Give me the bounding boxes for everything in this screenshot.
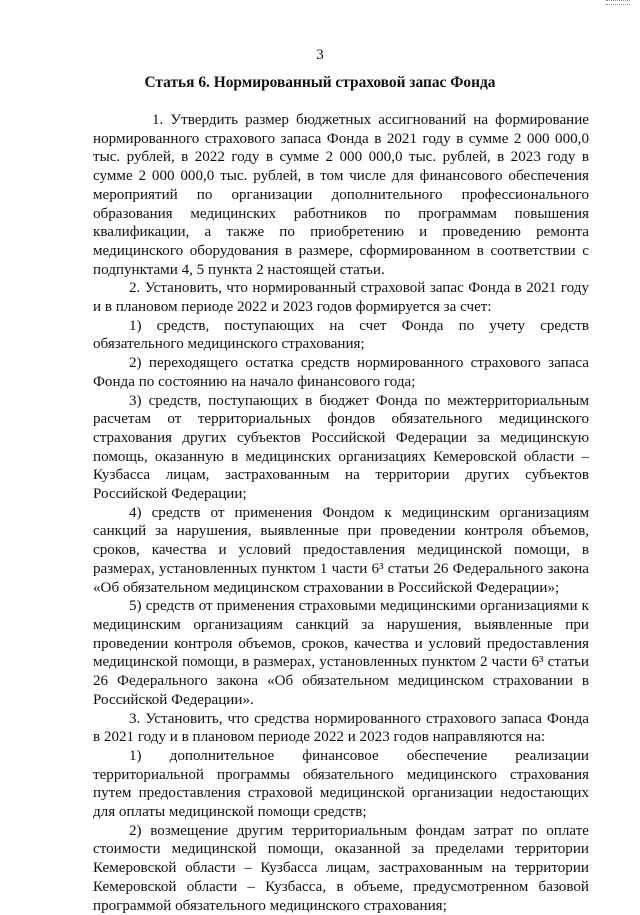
paragraph-1: 1. Утвердить размер бюджетных ассигнований на формирование нормированного страхового запаса Фонда в 2021 году в сумме 2 000 000,0 тыс. рублей, в 2022 году в сумме 2 000 000,0 тыс. рублей, в 2023 году в сумме 2 000 000,0 тыс. рублей, в том числе для финансового обеспечения мероприятий по организации дополнительного профессионального образования медицинских работников по программам повышения квалификации, а также по приобретению и проведению ремонта медицинского оборудования в размере, сформированном в соответствии с подпунктами 4, 5 пункта 2 настоящей статьи. <box>93 112 589 278</box>
list-item-2-3: 3) средств, поступающих в бюджет Фонда по межтерриториальным расчетам от территориальных фондов обязательного медицинского страхования других субъектов Российской Федерации за медицинскую помощь, оказанную в медицинских организациях Кемеровской области – Кузбасса лицам, застрахованным на территории других субъектов Российской Федерации; <box>93 392 589 503</box>
page-number: 3 <box>316 47 324 63</box>
list-item-3-1: 1) дополнительное финансовое обеспечение реализации территориальной программы обязательного медицинского страхования путем предоставления страховой медицинской организации недостающих для оплаты медицинской помощи средств; <box>93 747 589 821</box>
document-body <box>93 111 589 915</box>
paragraph-3: 3. Установить, что средства нормированного страхового запаса Фонда в 2021 году и в плановом периоде 2022 и 2023 годов направляются на: <box>93 710 589 746</box>
paragraph-2: 2. Установить, что нормированный страховой запас Фонда в 2021 году и в плановом периоде 2022 и 2023 годов формируется за счет: <box>93 280 589 316</box>
list-item-2-4: 4) средств от применения Фондом к медицинским организациям санкций за нарушения, выявленные при проведении контроля объемов, сроков, качества и условий предоставления медицинской помощи, в размерах, установленных пунктом 1 части 6³ статьи 26 Федерального закона «Об обязательном медицинском страховании в Российской Федерации»; <box>93 504 589 596</box>
list-item-2-1: 1) средств, поступающих на счет Фонда по учету средств обязательного медицинского страхования; <box>93 317 589 353</box>
scan-corner-mark <box>606 0 630 5</box>
list-item-3-2: 2) возмещение другим территориальным фондам затрат по оплате стоимости медицинской помощи, оказанной за пределами территории Кемеровской области – Кузбасса лицам, застрахованным на территории Кемеровской области – Кузбасса, в объеме, предусмотренном базовой программой обязательного медицинского страхования; <box>93 822 589 914</box>
list-item-2-5: 5) средств от применения страховыми медицинскими организациями к медицинским организациям санкций за нарушения, выявленные при проведении контроля объемов, сроков, качества и условий предоставления медицинской помощи, в размерах, установленных пунктом 2 части 6³ статьи 26 Федерального закона «Об обязательном медицинском страховании в Российской Федерации». <box>93 598 589 708</box>
list-item-2-2: 2) переходящего остатка средств нормированного страхового запаса Фонда по состоянию на начало финансового года; <box>93 355 589 390</box>
article-title: Статья 6. Нормированный страховой запас Фонда <box>144 74 496 91</box>
